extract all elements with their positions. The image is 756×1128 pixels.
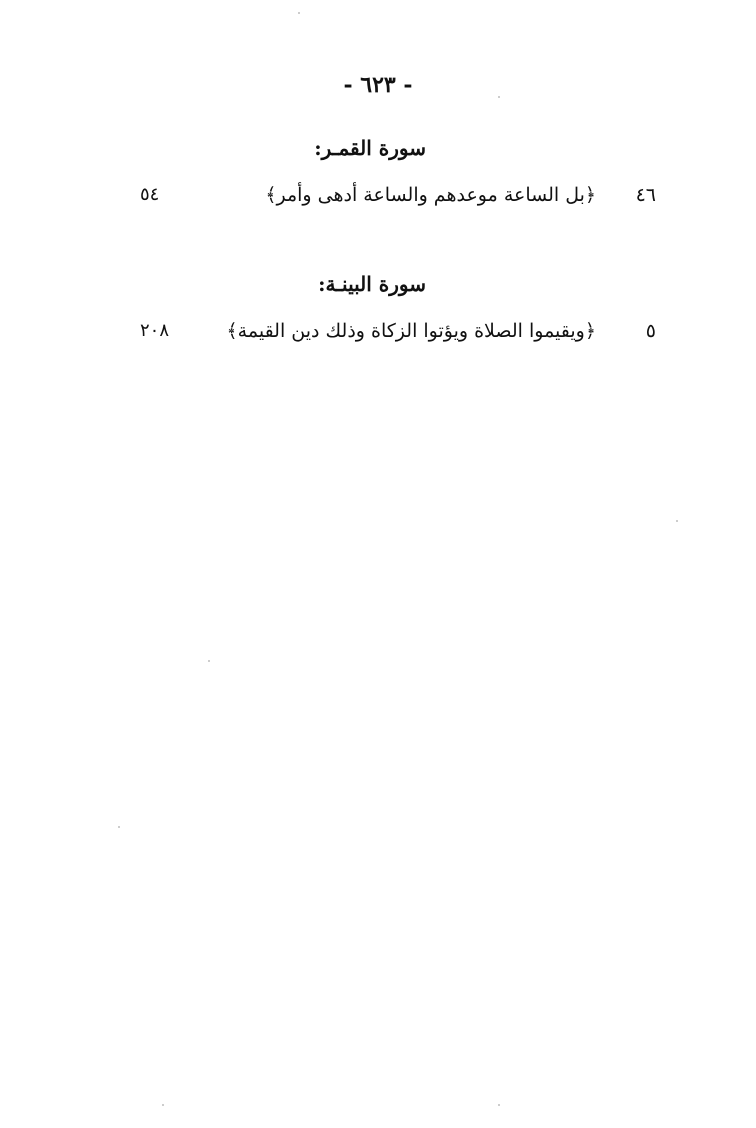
- verse-number: ٤٦: [635, 184, 656, 206]
- surah-heading-al-bayyinah: سورة البينـة:: [318, 272, 426, 296]
- index-entry: [0, 320, 756, 354]
- page-number: - ٦٢٣ -: [343, 72, 413, 98]
- scan-speck: [118, 826, 120, 828]
- page-reference: ٢٠٨: [140, 320, 170, 341]
- scan-speck: [676, 520, 678, 522]
- scan-speck: [162, 1104, 164, 1106]
- scan-speck: [208, 660, 210, 662]
- surah-heading-al-qamar: سورة القمـر:: [314, 136, 426, 160]
- scan-speck: [298, 12, 300, 14]
- page-reference: ٥٤: [140, 184, 160, 205]
- verse-number: ٥: [645, 320, 656, 342]
- index-entry: [0, 184, 756, 218]
- verse-text: ﴿بل الساعة موعدهم والساعة أدهى وأمر﴾: [265, 184, 596, 206]
- scan-speck: [498, 1104, 500, 1106]
- scan-speck: [498, 96, 500, 98]
- verse-text: ﴿ويقيموا الصلاة ويؤتوا الزكاة وذلك دين القيمة﴾: [226, 320, 596, 342]
